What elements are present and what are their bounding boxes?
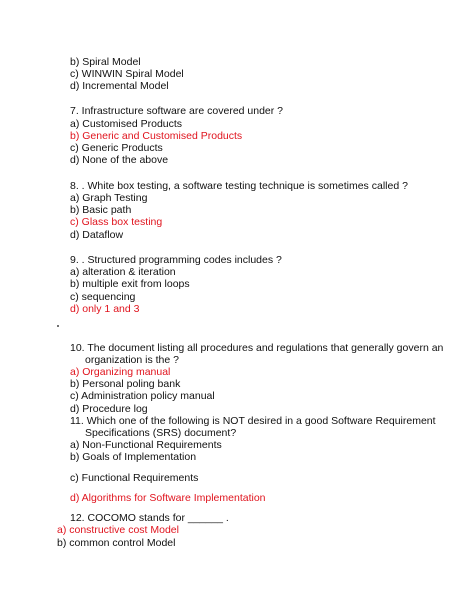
q9-question: 9. . Structured programming codes includes ?: [70, 254, 282, 266]
q11-option-d-answer: d) Algorithms for Software Implementation: [70, 492, 266, 504]
q7-option-b-answer: b) Generic and Customised Products: [70, 130, 243, 142]
q7-option-a: a) Customised Products: [70, 118, 183, 130]
q8-option-a: a) Graph Testing: [70, 192, 148, 204]
q7-option-d: d) None of the above: [70, 154, 169, 166]
q11-option-c: c) Functional Requirements: [70, 472, 199, 484]
q8-question: 8. . White box testing, a software testing technique is sometimes called ?: [70, 180, 408, 192]
q11-option-a: a) Non-Functional Requirements: [70, 439, 222, 451]
q10-question-line2: organization is the ?: [85, 354, 179, 366]
q11-option-b: b) Goals of Implementation: [70, 451, 197, 463]
q9-option-d-answer: d) only 1 and 3: [70, 303, 140, 315]
q7-question: 7. Infrastructure software are covered under ?: [70, 105, 284, 117]
q10-option-c: c) Administration policy manual: [70, 390, 215, 402]
q8-option-c-answer: c) Glass box testing: [70, 216, 163, 228]
q10-option-a-answer: a) Organizing manual: [70, 366, 171, 378]
q10-question-line1: 10. The document listing all procedures and regulations that generally govern an: [70, 342, 444, 354]
q6-option-d: d) Incremental Model: [70, 80, 169, 92]
q9-option-b: b) multiple exit from loops: [70, 278, 190, 290]
q6-option-b: b) Spiral Model: [70, 56, 141, 68]
q12-option-b: b) common control Model: [57, 537, 176, 549]
q8-option-d: d) Dataflow: [70, 229, 124, 241]
q12-option-a-answer: a) constructive cost Model: [57, 524, 179, 536]
q11-question-line1: 11. Which one of the following is NOT desired in a good Software Requirement: [70, 415, 436, 427]
q12-question: 12. COCOMO stands for ______ .: [70, 512, 229, 524]
q10-option-d: d) Procedure log: [70, 403, 148, 415]
q7-option-c: c) Generic Products: [70, 142, 163, 154]
q11-question-line2: Specifications (SRS) document?: [85, 427, 237, 439]
q6-option-c: c) WINWIN Spiral Model: [70, 68, 184, 80]
q9-option-a: a) alteration & iteration: [70, 266, 176, 278]
stray-dot-mark: [57, 325, 59, 327]
q10-option-b: b) Personal poling bank: [70, 378, 181, 390]
q9-option-c: c) sequencing: [70, 291, 136, 303]
q8-option-b: b) Basic path: [70, 204, 132, 216]
